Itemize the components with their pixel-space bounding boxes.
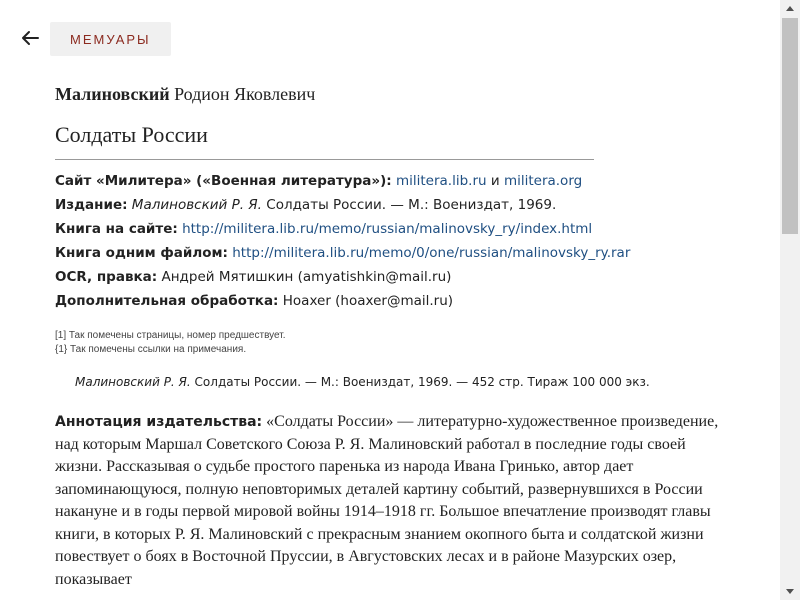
meta-label: Книга одним файлом: <box>55 245 228 261</box>
meta-label: Издание: <box>55 197 128 213</box>
citation-author: Малиновский Р. Я. <box>75 375 191 389</box>
meta-label: OCR, правка: <box>55 269 158 285</box>
annotation-text: «Солдаты России» — литературно-художественное произведение, над которым Маршал Советского Союза Р. Я. Малиновский работал в последние годы своей жизни. Рассказывая о судьбе простого паренька из народа Ивана Гринько, автор дает запоминающуюся, полную неповторимых деталей картину событий, развернувшихся в России накануне и в годы первой мировой войны 1914–1918 гг. Большое впечатление производят главы книги, в которых Р. Я. Малиновский с прекрасным знанием окопного быта и солдатской жизни повествует о боях в Восточной Пруссии, в Августовских лесах и в районе Мазурских озер, показывает <box>55 413 719 588</box>
author-name <box>55 82 735 106</box>
citation-title: Солдаты России. <box>194 375 302 389</box>
page-title: Солдаты России <box>55 122 208 147</box>
scrollbar-thumb[interactable] <box>782 18 798 234</box>
publisher-annotation <box>55 411 735 591</box>
meta-row-extra-processing <box>55 289 735 313</box>
note-footnotes: {1} Так помечены ссылки на примечания. <box>55 344 247 355</box>
markup-notes <box>55 329 735 357</box>
meta-row-edition <box>55 193 735 217</box>
meta-conjunction: и <box>490 173 500 189</box>
meta-label: Сайт «Милитера» («Военная литература»): <box>55 173 392 189</box>
edition-author: Малиновский Р. Я. <box>131 197 262 213</box>
site-link-org[interactable]: militera.org <box>503 173 583 189</box>
meta-label: Дополнительная обработка: <box>55 293 279 309</box>
edition-details: Солдаты России. — М.: Воениздат, 1969. <box>266 197 557 213</box>
back-arrow-icon[interactable] <box>18 26 42 50</box>
extra-processing-value: Hoaxer (hoaxer@mail.ru) <box>282 293 454 309</box>
meta-row-one-file <box>55 241 735 265</box>
ocr-value: Андрей Мятишкин (amyatishkin@mail.ru) <box>161 269 452 285</box>
meta-row-site <box>55 169 735 193</box>
annotation-label: Аннотация издательства: <box>55 414 263 430</box>
site-link-lib[interactable]: militera.lib.ru <box>395 173 487 189</box>
meta-label: Книга на сайте: <box>55 221 178 237</box>
book-content <box>55 78 735 591</box>
one-file-link[interactable]: http://militera.lib.ru/memo/0/one/russian/malinovsky_ry.rar <box>232 245 631 261</box>
book-site-link[interactable]: http://militera.lib.ru/memo/russian/malinovsky_ry/index.html <box>182 221 593 237</box>
bibliographic-citation <box>75 375 735 389</box>
citation-details: — М.: Воениздат, 1969. — 452 стр. Тираж 100 000 экз. <box>304 375 650 389</box>
note-pages: [1] Так помечены страницы, номер предшествует. <box>55 330 286 341</box>
divider <box>55 159 594 160</box>
scroll-down-arrow-icon[interactable] <box>780 583 800 600</box>
category-chip-memoirs[interactable]: МЕМУАРЫ <box>50 22 171 56</box>
vertical-scrollbar[interactable] <box>780 0 800 600</box>
author-given-names: Родион Яковлевич <box>174 84 316 104</box>
author-surname: Малиновский <box>55 84 170 104</box>
top-bar <box>0 0 780 70</box>
scroll-up-arrow-icon[interactable] <box>780 0 800 17</box>
book-metadata <box>55 169 735 313</box>
meta-row-ocr <box>55 265 735 289</box>
meta-row-book-site <box>55 217 735 241</box>
